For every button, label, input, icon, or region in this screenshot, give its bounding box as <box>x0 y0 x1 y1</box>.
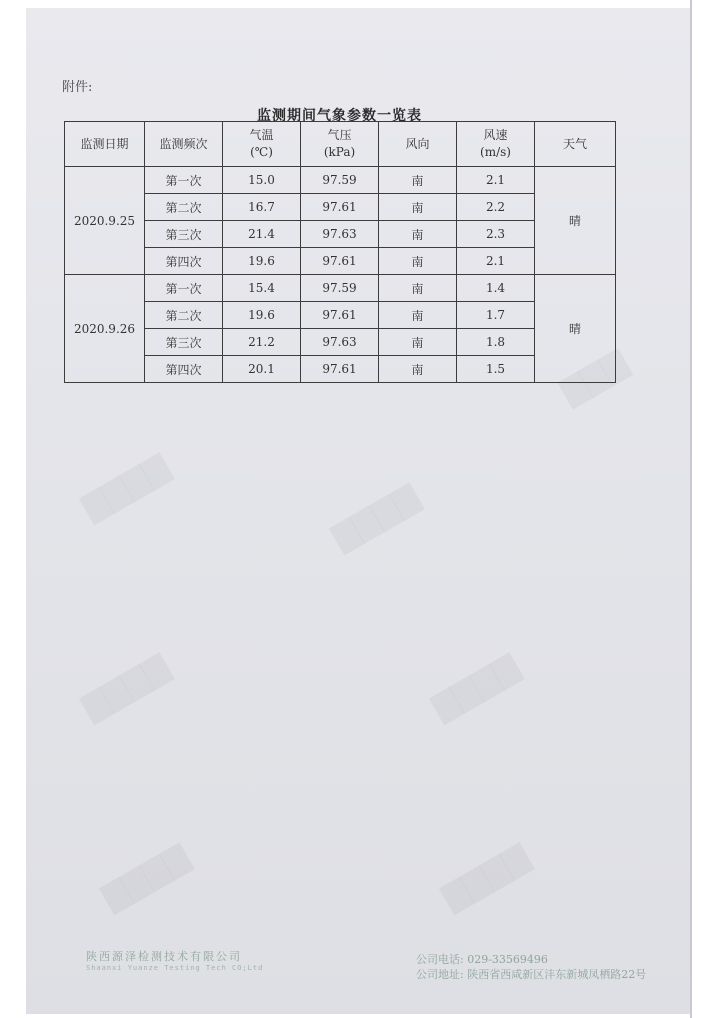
wind-speed-cell: 1.4 <box>457 275 535 302</box>
frequency-cell: 第三次 <box>145 329 223 356</box>
header-wind-speed <box>457 122 535 167</box>
wind-direction-cell: 南 <box>379 275 457 302</box>
wind-direction-cell: 南 <box>379 221 457 248</box>
table-row <box>65 167 616 194</box>
pressure-cell: 97.59 <box>301 275 379 302</box>
table-row <box>65 329 616 356</box>
table-row <box>65 302 616 329</box>
table-row <box>65 194 616 221</box>
wind-direction-cell: 南 <box>379 302 457 329</box>
watermark: ▇▇▇▇ <box>77 449 175 526</box>
pressure-cell: 97.61 <box>301 302 379 329</box>
table-row <box>65 356 616 383</box>
header-row <box>65 122 616 167</box>
company-name-english: Shaanxi Yuanze Testing Tech CO;Ltd <box>86 964 264 972</box>
wind-speed-cell: 2.1 <box>457 167 535 194</box>
frequency-cell: 第一次 <box>145 275 223 302</box>
pressure-cell: 97.61 <box>301 194 379 221</box>
header-temp <box>223 122 301 167</box>
pressure-cell: 97.63 <box>301 221 379 248</box>
wind-direction-cell: 南 <box>379 329 457 356</box>
table-title: 监测期间气象参数一览表 <box>257 108 422 124</box>
temp-cell: 19.6 <box>223 302 301 329</box>
temp-cell: 21.2 <box>223 329 301 356</box>
date-cell: 2020.9.25 <box>65 167 145 275</box>
company-phone: 公司电话: 029-33569496 <box>416 953 548 966</box>
date-cell: 2020.9.26 <box>65 275 145 383</box>
watermark: ▇▇▇▇ <box>327 479 425 556</box>
header-wind-direction: 风向 <box>379 122 457 167</box>
table-row <box>65 248 616 275</box>
frequency-cell: 第四次 <box>145 248 223 275</box>
watermark: ▇▇▇▇ <box>427 649 525 726</box>
header-date: 监测日期 <box>65 122 145 167</box>
wind-speed-cell: 2.3 <box>457 221 535 248</box>
wind-direction-cell: 南 <box>379 356 457 383</box>
header-wind-speed-label: 风速 <box>483 128 508 142</box>
frequency-cell: 第三次 <box>145 221 223 248</box>
frequency-cell: 第二次 <box>145 194 223 221</box>
page-edge <box>690 0 692 1018</box>
attachment-label: 附件: <box>62 80 93 95</box>
frequency-cell: 第四次 <box>145 356 223 383</box>
weather-table <box>64 121 616 383</box>
pressure-cell: 97.59 <box>301 167 379 194</box>
wind-speed-cell: 1.8 <box>457 329 535 356</box>
pressure-cell: 97.61 <box>301 248 379 275</box>
temp-cell: 20.1 <box>223 356 301 383</box>
watermark: ▇▇▇▇ <box>437 839 535 916</box>
temp-cell: 19.6 <box>223 248 301 275</box>
wind-direction-cell: 南 <box>379 194 457 221</box>
weather-cell: 晴 <box>535 167 616 275</box>
wind-direction-cell: 南 <box>379 167 457 194</box>
pressure-cell: 97.61 <box>301 356 379 383</box>
header-wind-speed-unit: (m/s) <box>480 145 511 159</box>
header-weather: 天气 <box>535 122 616 167</box>
frequency-cell: 第二次 <box>145 302 223 329</box>
watermark: ▇▇▇▇ <box>97 839 195 916</box>
temp-cell: 15.4 <box>223 275 301 302</box>
weather-cell: 晴 <box>535 275 616 383</box>
header-pressure-unit: (kPa) <box>323 145 356 159</box>
wind-speed-cell: 2.2 <box>457 194 535 221</box>
company-address: 公司地址: 陕西省西咸新区沣东新城凤栖路22号 <box>416 968 647 981</box>
header-temp-unit: (℃) <box>250 145 273 159</box>
header-temp-label: 气温 <box>249 128 274 142</box>
temp-cell: 21.4 <box>223 221 301 248</box>
wind-speed-cell: 1.5 <box>457 356 535 383</box>
header-pressure-label: 气压 <box>327 128 352 142</box>
wind-speed-cell: 2.1 <box>457 248 535 275</box>
company-name: 陕西源泽检测技术有限公司 <box>86 950 242 963</box>
header-frequency: 监测频次 <box>145 122 223 167</box>
table-row <box>65 275 616 302</box>
table-row <box>65 221 616 248</box>
wind-speed-cell: 1.7 <box>457 302 535 329</box>
pressure-cell: 97.63 <box>301 329 379 356</box>
watermark: ▇▇▇▇ <box>77 649 175 726</box>
header-pressure <box>301 122 379 167</box>
watermark: ▇▇▇ <box>555 345 634 410</box>
temp-cell: 15.0 <box>223 167 301 194</box>
temp-cell: 16.7 <box>223 194 301 221</box>
wind-direction-cell: 南 <box>379 248 457 275</box>
frequency-cell: 第一次 <box>145 167 223 194</box>
